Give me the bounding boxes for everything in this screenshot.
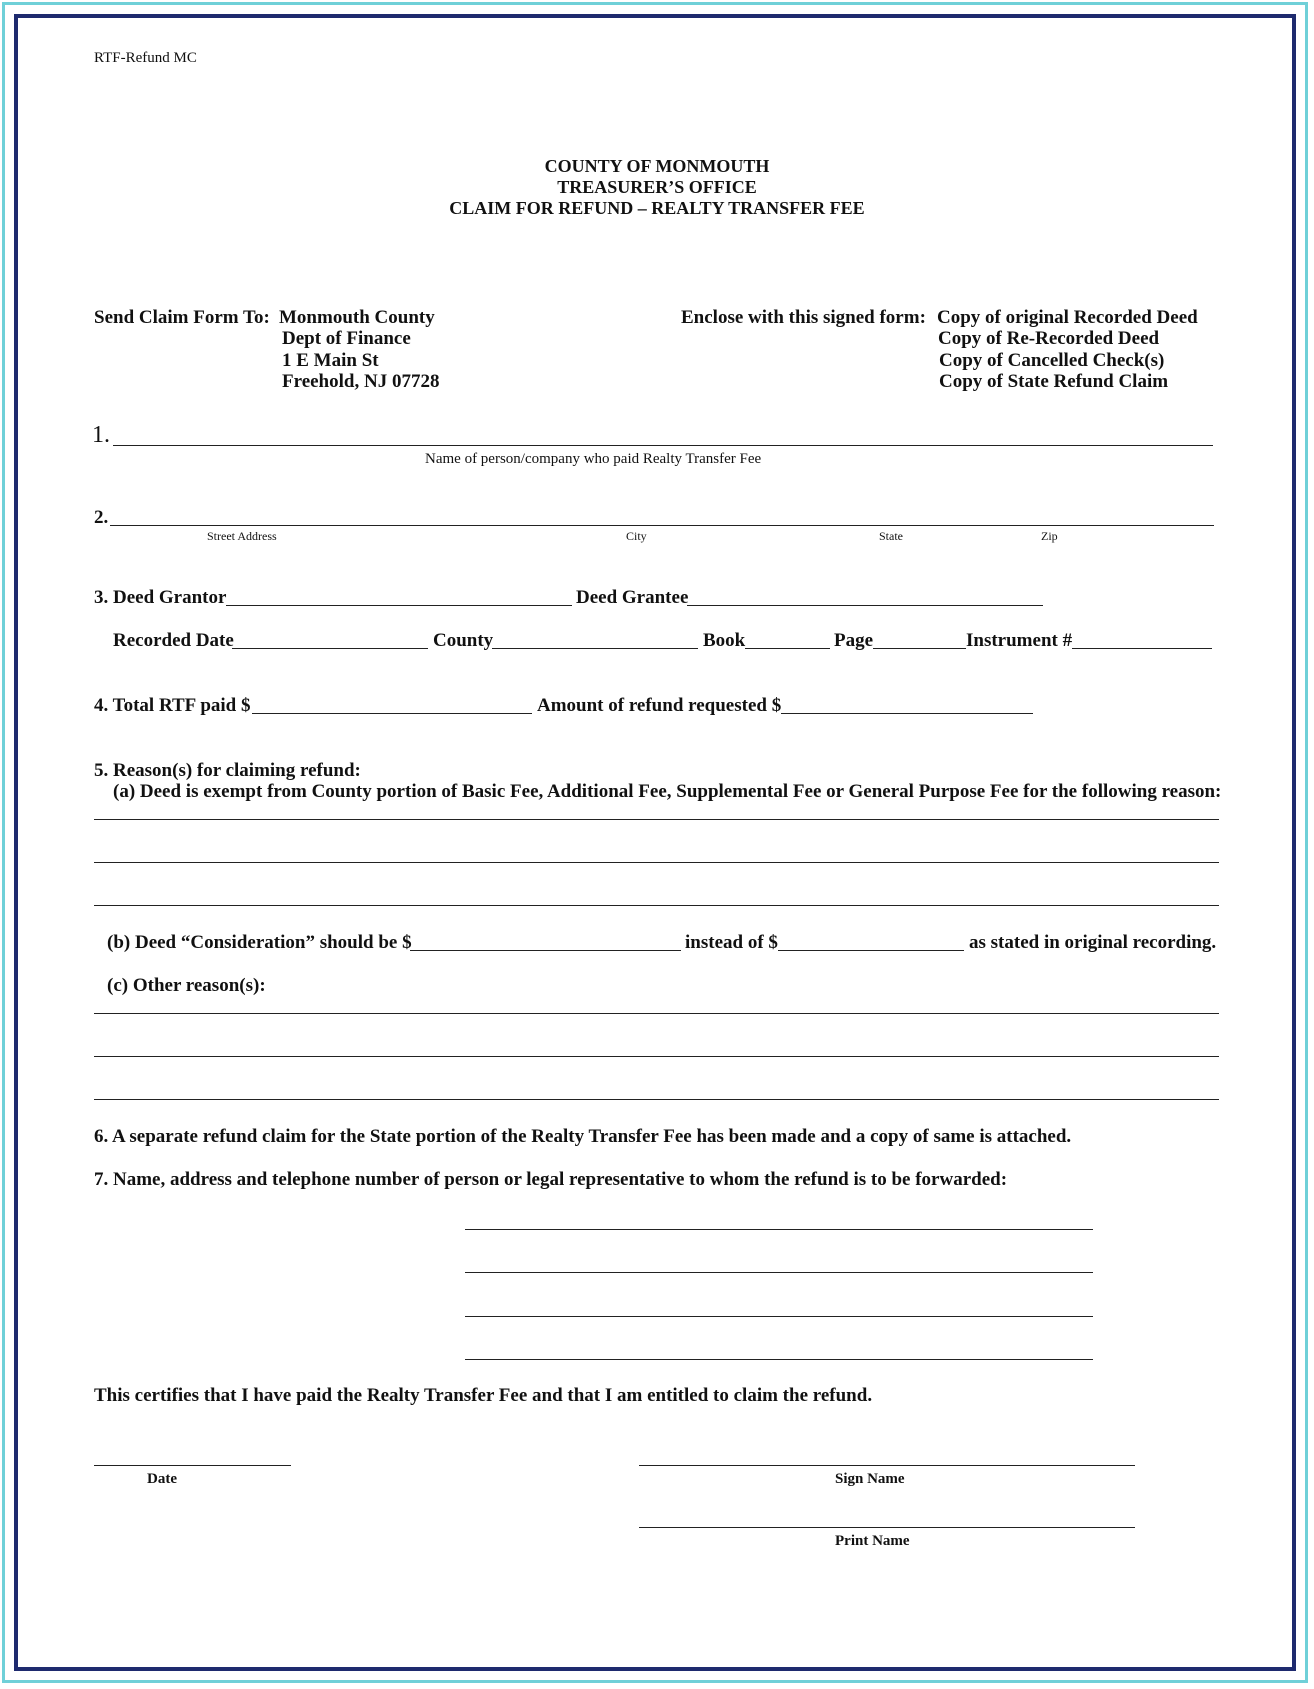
street-address-caption: Street Address	[207, 529, 277, 543]
reason-a-line[interactable]	[94, 862, 1219, 863]
reason-b-suffix: as stated in original recording.	[969, 932, 1217, 953]
forward-to-line[interactable]	[465, 1359, 1093, 1360]
send-to-label: Send Claim Form To:	[94, 307, 270, 328]
page-title: CLAIM FOR REFUND – REALTY TRANSFER FEE	[449, 198, 865, 218]
enclose-item: Copy of State Refund Claim	[939, 371, 1169, 392]
header-line-2: TREASURER’S OFFICE	[557, 177, 757, 197]
enclose-item: Copy of original Recorded Deed	[937, 307, 1198, 328]
reason-a-line[interactable]	[94, 905, 1219, 906]
city-caption: City	[626, 529, 647, 543]
form-code: RTF-Refund MC	[94, 50, 197, 66]
book-field[interactable]	[745, 648, 830, 649]
book-label: Book	[703, 630, 746, 651]
enclose-label: Enclose with this signed form:	[681, 307, 926, 328]
instrument-field[interactable]	[1072, 648, 1212, 649]
send-to-address-line: Freehold, NJ 07728	[282, 371, 440, 392]
total-rtf-field[interactable]	[252, 713, 532, 714]
recorded-date-field[interactable]	[232, 648, 428, 649]
reason-c-line[interactable]	[94, 1099, 1219, 1100]
item-2-number: 2.	[94, 507, 109, 528]
deed-grantee-field[interactable]	[687, 605, 1043, 606]
consideration-field[interactable]	[410, 950, 681, 951]
send-to-address-line: Monmouth County	[279, 307, 435, 328]
zip-caption: Zip	[1041, 529, 1058, 543]
forward-to-line[interactable]	[465, 1272, 1093, 1273]
sign-name-label: Sign Name	[835, 1471, 905, 1487]
state-caption: State	[879, 529, 903, 543]
date-label: Date	[147, 1471, 177, 1487]
address-field[interactable]	[110, 525, 1214, 526]
certification-text: This certifies that I have paid the Realty Transfer Fee and that I am entitled to claim the refund.	[94, 1385, 873, 1406]
print-name-field[interactable]	[639, 1527, 1135, 1528]
deed-grantee-label: Deed Grantee	[576, 587, 689, 608]
reasons-heading: 5. Reason(s) for claiming refund:	[94, 760, 361, 781]
date-field[interactable]	[94, 1465, 291, 1466]
total-rtf-label: 4. Total RTF paid $	[94, 695, 251, 716]
header-line-1: COUNTY OF MONMOUTH	[544, 156, 770, 176]
reason-a-text: (a) Deed is exempt from County portion of Basic Fee, Additional Fee, Supplemental Fee or General Purpose Fee for the following reason:	[113, 781, 1222, 802]
original-consideration-field[interactable]	[778, 950, 964, 951]
page-field[interactable]	[873, 648, 966, 649]
forward-to-line[interactable]	[465, 1229, 1093, 1230]
send-to-address-line: 1 E Main St	[282, 350, 379, 371]
reason-c-text: (c) Other reason(s):	[107, 975, 266, 996]
print-name-label: Print Name	[835, 1533, 910, 1549]
reason-c-line[interactable]	[94, 1013, 1219, 1014]
page-label: Page	[834, 630, 874, 651]
item-7-text: 7. Name, address and telephone number of person or legal representative to whom the refund is to be forwarded:	[94, 1169, 1008, 1190]
reason-b-prefix: (b) Deed “Consideration” should be $	[107, 932, 412, 953]
item-6-text: 6. A separate refund claim for the State portion of the Realty Transfer Fee has been made and a copy of same is attached.	[94, 1126, 1072, 1147]
refund-amount-label: Amount of refund requested $	[537, 695, 782, 716]
send-to-address-line: Dept of Finance	[282, 328, 411, 349]
reason-b-mid: instead of $	[685, 932, 778, 953]
reason-a-line[interactable]	[94, 819, 1219, 820]
enclose-item: Copy of Re-Recorded Deed	[938, 328, 1160, 349]
deed-grantor-label: 3. Deed Grantor	[94, 587, 227, 608]
document-page	[14, 14, 1296, 1671]
sign-name-field[interactable]	[639, 1465, 1135, 1466]
name-payer-field[interactable]	[113, 445, 1213, 446]
item-1-number: 1.	[92, 422, 110, 448]
enclose-item: Copy of Cancelled Check(s)	[939, 350, 1165, 371]
refund-amount-field[interactable]	[781, 713, 1033, 714]
recorded-date-label: Recorded Date	[113, 630, 234, 651]
item-1-caption: Name of person/company who paid Realty Transfer Fee	[425, 451, 762, 467]
instrument-label: Instrument #	[966, 630, 1073, 651]
deed-grantor-field[interactable]	[226, 605, 572, 606]
county-field[interactable]	[492, 648, 698, 649]
reason-c-line[interactable]	[94, 1056, 1219, 1057]
county-label: County	[433, 630, 494, 651]
forward-to-line[interactable]	[465, 1316, 1093, 1317]
